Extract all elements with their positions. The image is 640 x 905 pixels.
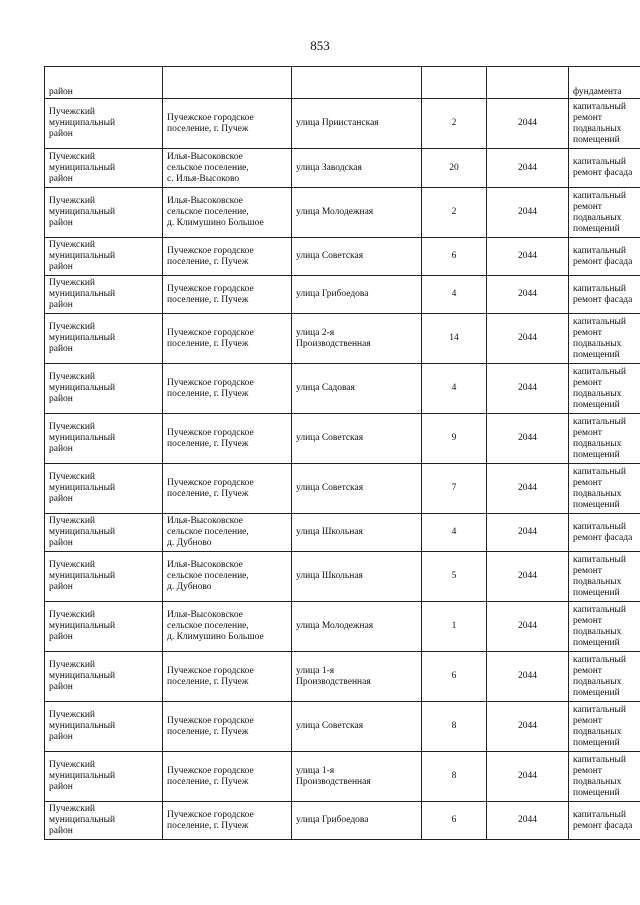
street-cell: улица Молодежная bbox=[292, 602, 422, 652]
street-cell: улица Советская bbox=[292, 414, 422, 464]
district-cell: Пучежский муниципальный район bbox=[45, 149, 163, 188]
street-cell: улица Советская bbox=[292, 238, 422, 276]
table-row bbox=[45, 802, 640, 840]
year-cell: 2044 bbox=[487, 149, 569, 188]
settlement-cell: Пучежское городское поселение, г. Пучеж bbox=[163, 464, 292, 514]
settlement-cell: Пучежское городское поселение, г. Пучеж bbox=[163, 238, 292, 276]
page-number: 853 bbox=[310, 38, 330, 53]
table-row bbox=[45, 414, 640, 464]
table-row bbox=[45, 514, 640, 552]
district-cell: Пучежский муниципальный район bbox=[45, 602, 163, 652]
house-number-cell: 6 bbox=[422, 238, 487, 276]
year-cell: 2044 bbox=[487, 514, 569, 552]
year-cell: 2044 bbox=[487, 752, 569, 802]
repair-schedule-table bbox=[44, 66, 640, 840]
street-cell bbox=[292, 67, 422, 99]
district-cell: Пучежский муниципальный район bbox=[45, 514, 163, 552]
year-cell: 2044 bbox=[487, 314, 569, 364]
year-cell: 2044 bbox=[487, 99, 569, 149]
table-row bbox=[45, 149, 640, 188]
house-number-cell: 4 bbox=[422, 276, 487, 314]
street-cell: улица Приистанская bbox=[292, 99, 422, 149]
year-cell: 2044 bbox=[487, 802, 569, 840]
work-type-cell: капитальный ремонт подвальных помещений bbox=[569, 702, 640, 752]
house-number-cell: 8 bbox=[422, 752, 487, 802]
district-cell: Пучежский муниципальный район bbox=[45, 364, 163, 414]
house-number-cell: 8 bbox=[422, 702, 487, 752]
work-type-cell: капитальный ремонт подвальных помещений bbox=[569, 414, 640, 464]
house-number-cell: 2 bbox=[422, 188, 487, 238]
year-cell: 2044 bbox=[487, 702, 569, 752]
year-cell: 2044 bbox=[487, 464, 569, 514]
house-number-cell: 2 bbox=[422, 99, 487, 149]
district-cell: Пучежский муниципальный район bbox=[45, 414, 163, 464]
district-cell: Пучежский муниципальный район bbox=[45, 464, 163, 514]
settlement-cell: Пучежское городское поселение, г. Пучеж bbox=[163, 364, 292, 414]
house-number-cell: 20 bbox=[422, 149, 487, 188]
work-type-cell: капитальный ремонт фасада bbox=[569, 149, 640, 188]
house-number-cell: 4 bbox=[422, 514, 487, 552]
work-type-cell: капитальный ремонт подвальных помещений bbox=[569, 552, 640, 602]
table-row bbox=[45, 602, 640, 652]
street-cell: улица Грибоедова bbox=[292, 276, 422, 314]
street-cell: улица Молодежная bbox=[292, 188, 422, 238]
district-cell: Пучежский муниципальный район bbox=[45, 238, 163, 276]
work-type-cell: капитальный ремонт подвальных помещений bbox=[569, 314, 640, 364]
table-row bbox=[45, 364, 640, 414]
table-row bbox=[45, 702, 640, 752]
house-number-cell: 6 bbox=[422, 652, 487, 702]
district-cell: Пучежский муниципальный район bbox=[45, 276, 163, 314]
year-cell: 2044 bbox=[487, 414, 569, 464]
district-cell: Пучежский муниципальный район bbox=[45, 99, 163, 149]
district-cell: Пучежский муниципальный район bbox=[45, 188, 163, 238]
house-number-cell: 6 bbox=[422, 802, 487, 840]
work-type-cell: фундамента bbox=[569, 67, 640, 99]
house-number-cell bbox=[422, 67, 487, 99]
district-cell: Пучежский муниципальный район bbox=[45, 752, 163, 802]
work-type-cell: капитальный ремонт фасада bbox=[569, 238, 640, 276]
district-cell: Пучежский муниципальный район bbox=[45, 702, 163, 752]
district-cell: Пучежский муниципальный район bbox=[45, 652, 163, 702]
house-number-cell: 14 bbox=[422, 314, 487, 364]
house-number-cell: 9 bbox=[422, 414, 487, 464]
settlement-cell: Пучежское городское поселение, г. Пучеж bbox=[163, 702, 292, 752]
house-number-cell: 7 bbox=[422, 464, 487, 514]
table-row bbox=[45, 752, 640, 802]
street-cell: улица Советская bbox=[292, 702, 422, 752]
street-cell: улица Советская bbox=[292, 464, 422, 514]
settlement-cell: Илья-Высоковское сельское поселение, д. Климушино Большое bbox=[163, 188, 292, 238]
work-type-cell: капитальный ремонт подвальных помещений bbox=[569, 99, 640, 149]
settlement-cell: Илья-Высоковское сельское поселение, д. Дубново bbox=[163, 552, 292, 602]
settlement-cell: Пучежское городское поселение, г. Пучеж bbox=[163, 314, 292, 364]
table-row bbox=[45, 276, 640, 314]
work-type-cell: капитальный ремонт подвальных помещений bbox=[569, 188, 640, 238]
street-cell: улица 1-я Производственная bbox=[292, 752, 422, 802]
table-row bbox=[45, 552, 640, 602]
year-cell: 2044 bbox=[487, 602, 569, 652]
settlement-cell: Илья-Высоковское сельское поселение, д. Дубново bbox=[163, 514, 292, 552]
street-cell: улица Школьная bbox=[292, 514, 422, 552]
house-number-cell: 1 bbox=[422, 602, 487, 652]
street-cell: улица Заводская bbox=[292, 149, 422, 188]
year-cell: 2044 bbox=[487, 188, 569, 238]
settlement-cell: Пучежское городское поселение, г. Пучеж bbox=[163, 414, 292, 464]
district-cell: Пучежский муниципальный район bbox=[45, 802, 163, 840]
house-number-cell: 5 bbox=[422, 552, 487, 602]
work-type-cell: капитальный ремонт подвальных помещений bbox=[569, 752, 640, 802]
settlement-cell: Пучежское городское поселение, г. Пучеж bbox=[163, 276, 292, 314]
work-type-cell: капитальный ремонт подвальных помещений bbox=[569, 364, 640, 414]
district-cell: Пучежский муниципальный район bbox=[45, 552, 163, 602]
settlement-cell: Пучежское городское поселение, г. Пучеж bbox=[163, 752, 292, 802]
work-type-cell: капитальный ремонт подвальных помещений bbox=[569, 602, 640, 652]
year-cell bbox=[487, 67, 569, 99]
work-type-cell: капитальный ремонт фасада bbox=[569, 802, 640, 840]
settlement-cell: Пучежское городское поселение, г. Пучеж bbox=[163, 652, 292, 702]
street-cell: улица Школьная bbox=[292, 552, 422, 602]
table-row bbox=[45, 238, 640, 276]
year-cell: 2044 bbox=[487, 364, 569, 414]
street-cell: улица 1-я Производственная bbox=[292, 652, 422, 702]
settlement-cell: Пучежское городское поселение, г. Пучеж bbox=[163, 99, 292, 149]
street-cell: улица Грибоедова bbox=[292, 802, 422, 840]
table-row bbox=[45, 99, 640, 149]
table-row bbox=[45, 314, 640, 364]
work-type-cell: капитальный ремонт фасада bbox=[569, 276, 640, 314]
settlement-cell: Илья-Высоковское сельское поселение, с. Илья-Высоково bbox=[163, 149, 292, 188]
settlement-cell: Пучежское городское поселение, г. Пучеж bbox=[163, 802, 292, 840]
street-cell: улица Садовая bbox=[292, 364, 422, 414]
table-row bbox=[45, 652, 640, 702]
year-cell: 2044 bbox=[487, 552, 569, 602]
district-cell: район bbox=[45, 67, 163, 99]
work-type-cell: капитальный ремонт подвальных помещений bbox=[569, 464, 640, 514]
work-type-cell: капитальный ремонт фасада bbox=[569, 514, 640, 552]
district-cell: Пучежский муниципальный район bbox=[45, 314, 163, 364]
settlement-cell: Илья-Высоковское сельское поселение, д. Климушино Большое bbox=[163, 602, 292, 652]
year-cell: 2044 bbox=[487, 652, 569, 702]
year-cell: 2044 bbox=[487, 276, 569, 314]
table-row bbox=[45, 67, 640, 99]
settlement-cell bbox=[163, 67, 292, 99]
street-cell: улица 2-я Производственная bbox=[292, 314, 422, 364]
year-cell: 2044 bbox=[487, 238, 569, 276]
house-number-cell: 4 bbox=[422, 364, 487, 414]
work-type-cell: капитальный ремонт подвальных помещений bbox=[569, 652, 640, 702]
table-row bbox=[45, 188, 640, 238]
table-row bbox=[45, 464, 640, 514]
